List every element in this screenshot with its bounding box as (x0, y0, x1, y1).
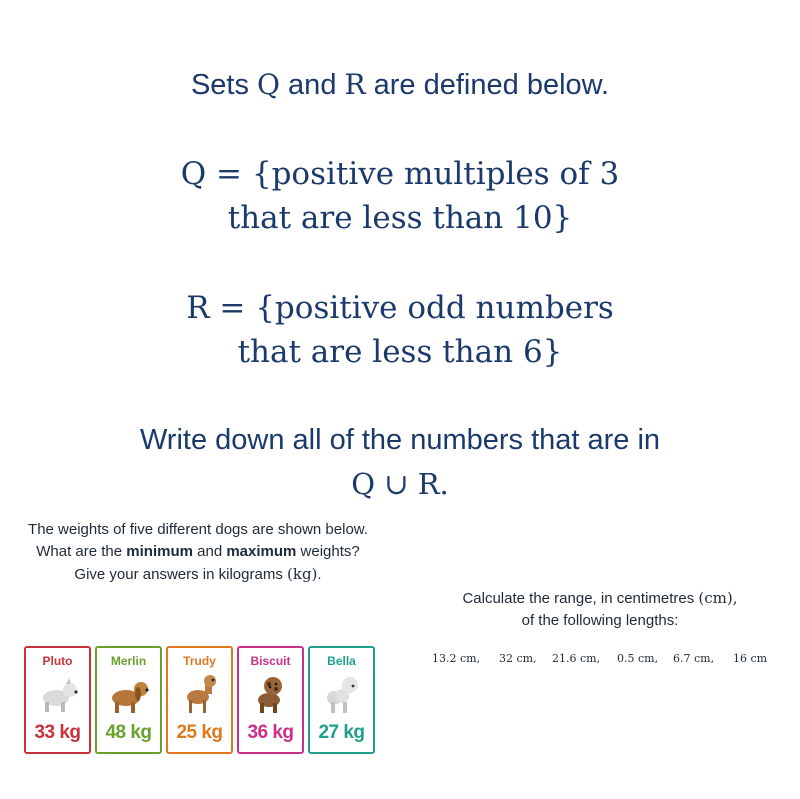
set-r-line-2: that are less than 6} (237, 334, 563, 370)
dog-name: Pluto (42, 654, 73, 668)
poodle-icon (320, 672, 364, 716)
dog-cards (24, 646, 384, 758)
intro-text: are defined below. (365, 69, 610, 101)
dogs-question-bold-maximum: maximum (226, 543, 297, 560)
sets-question (0, 418, 800, 506)
dogs-question-text: weights? Give your answers in kilograms (74, 543, 360, 583)
range-question (420, 587, 780, 632)
dog-card-pluto (24, 646, 91, 754)
dogs-question-text: The weights of five different dogs are shown below. What are the (28, 521, 368, 560)
set-r-line-1: R = {positive odd numbers (186, 290, 614, 326)
length-values (432, 652, 772, 670)
dog-card-biscuit (237, 646, 304, 754)
dogs-question (28, 519, 368, 586)
dog-name: Merlin (110, 654, 147, 668)
dog-weight: 27 kg (318, 722, 365, 743)
set-r-definition (0, 286, 800, 374)
dog-weight: 48 kg (105, 722, 152, 743)
question-line-2: Q ∪ R. (351, 467, 449, 501)
set-r-symbol: R (344, 68, 366, 101)
sets-intro (0, 68, 800, 102)
set-q-definition (0, 152, 800, 240)
spaniel-icon (107, 672, 151, 716)
question-line-1: Write down all of the numbers that are in (139, 424, 661, 456)
terrier-icon (36, 672, 80, 716)
length-value: 6.7 cm, (673, 652, 715, 665)
range-question-text: Calculate the range, in centimetres (462, 590, 699, 607)
dog-name: Biscuit (250, 654, 291, 668)
intro-text: Sets (190, 69, 258, 101)
dog-card-trudy (166, 646, 233, 754)
dog-name: Trudy (183, 654, 216, 668)
length-value: 16 cm (733, 652, 768, 665)
dog-name: Bella (327, 654, 356, 668)
range-question-text-line-2: of the following lengths: (521, 612, 679, 629)
dogs-question-text: . (317, 566, 322, 583)
length-value: 32 cm, (499, 652, 537, 665)
length-value: 21.6 cm, (552, 652, 601, 665)
set-q-line-2: that are less than 10} (227, 200, 573, 236)
set-q-line-1: Q = {positive multiples of 3 (180, 156, 620, 192)
dog-card-merlin (95, 646, 162, 754)
length-value: 0.5 cm, (617, 652, 659, 665)
spotted-dog-icon (249, 672, 293, 716)
intro-text: and (280, 69, 345, 101)
dogs-question-unit: (kg) (287, 565, 318, 583)
dogs-question-bold-minimum: minimum (126, 543, 193, 560)
boxer-icon (178, 672, 222, 716)
dogs-question-text: and (192, 543, 227, 560)
dog-weight: 33 kg (34, 722, 81, 743)
dog-card-bella (308, 646, 375, 754)
length-value: 13.2 cm, (432, 652, 481, 665)
set-q-symbol: Q (257, 68, 280, 101)
dog-weight: 25 kg (176, 722, 223, 743)
range-question-unit: (cm), (698, 589, 738, 607)
dog-weight: 36 kg (247, 722, 294, 743)
